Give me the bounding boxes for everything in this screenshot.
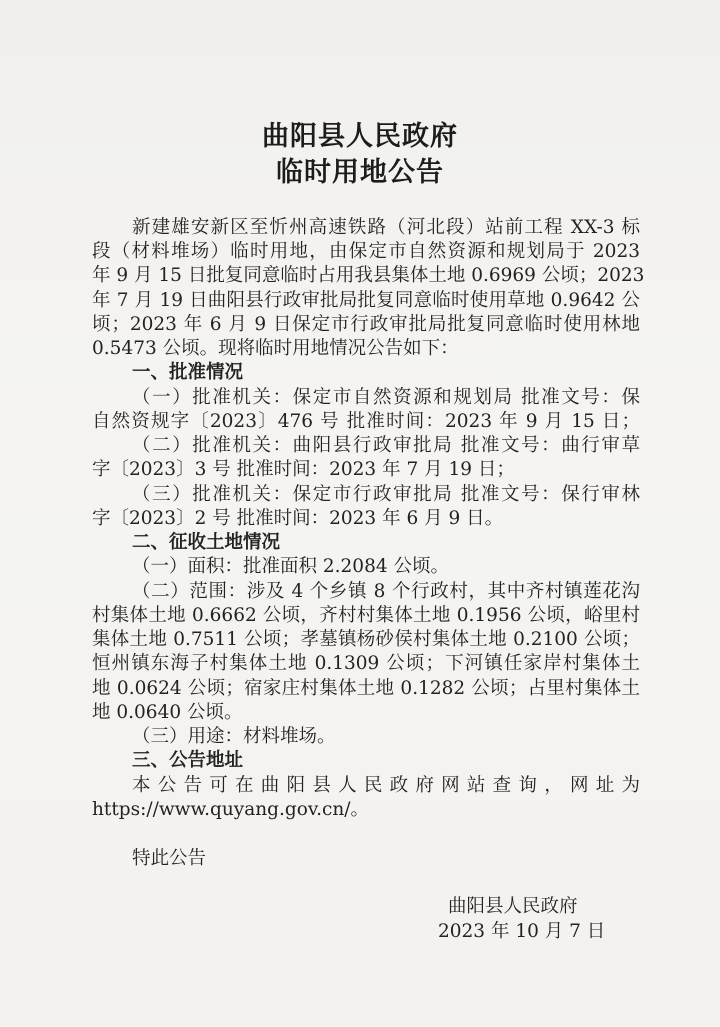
section-line: （一）批准机关：保定市自然资源和规划局 批准文号：保 — [132, 387, 640, 408]
intro-line: 年 9 月 15 日批复同意临时占用我县集体土地 0.6969 公顷；2023 — [92, 265, 645, 286]
section-line: （一）面积：批准面积 2.2084 公顷。 — [132, 556, 449, 577]
section-line: 集体土地 0.7511 公顷；孝墓镇杨砂侯村集体土地 0.2100 公顷； — [92, 629, 640, 650]
section-line: （三）用途：材料堆场。 — [132, 726, 336, 747]
intro-line: 顷；2023 年 6 月 9 日保定市行政审批局批复同意临时使用林地 — [92, 314, 640, 335]
intro-line: 0.5473 公顷。现将临时用地情况公告如下： — [92, 338, 459, 359]
signature-date: 2023 年 10 月 7 日 — [438, 921, 606, 942]
document-title: 曲阳县人民政府 — [262, 121, 458, 152]
section-heading: 一、批准情况 — [132, 362, 244, 383]
section-line: 地 0.0640 公顷。 — [92, 702, 243, 723]
section-line: 村集体土地 0.6662 公顷，齐村村集体土地 0.1956 公顷，峪里村 — [92, 605, 640, 626]
section-line: 字〔2023〕2 号 批准时间：2023 年 6 月 9 日。 — [92, 508, 504, 529]
section-line: （二）批准机关：曲阳县行政审批局 批准文号：曲行审草 — [132, 435, 640, 456]
section-heading: 二、征收土地情况 — [132, 532, 281, 553]
section-line: 字〔2023〕3 号 批准时间：2023 年 7 月 19 日； — [92, 459, 515, 480]
section-line: （三）批准机关：保定市行政审批局 批准文号：保行审林 — [132, 484, 640, 505]
closing-text: 特此公告 — [132, 848, 207, 869]
section-line: 自然资规字〔2023〕476 号 批准时间：2023 年 9 月 15 日； — [92, 411, 640, 432]
section-line: 地 0.0624 公顷；宿家庄村集体土地 0.1282 公顷；占里村集体土 — [92, 678, 640, 699]
section-line: 本公告可在曲阳县人民政府网站查询，网址为 — [132, 775, 640, 796]
section-heading: 三、公告地址 — [132, 750, 244, 771]
document-subtitle: 临时用地公告 — [276, 157, 444, 188]
intro-line: 段（材料堆场）临时用地，由保定市自然资源和规划局于 2023 — [92, 241, 640, 262]
intro-line: 新建雄安新区至忻州高速铁路（河北段）站前工程 XX-3 标 — [132, 217, 640, 238]
section-line: （二）范围：涉及 4 个乡镇 8 个行政村，其中齐村镇莲花沟 — [132, 581, 640, 602]
url-line: https://www.quyang.gov.cn/。 — [92, 799, 370, 820]
signature-org: 曲阳县人民政府 — [448, 896, 578, 917]
section-line: 恒州镇东海子村集体土地 0.1309 公顷；下河镇任家岸村集体土 — [92, 653, 640, 674]
intro-line: 年 7 月 19 日曲阳县行政审批局批复同意临时使用草地 0.9642 公 — [92, 290, 640, 311]
